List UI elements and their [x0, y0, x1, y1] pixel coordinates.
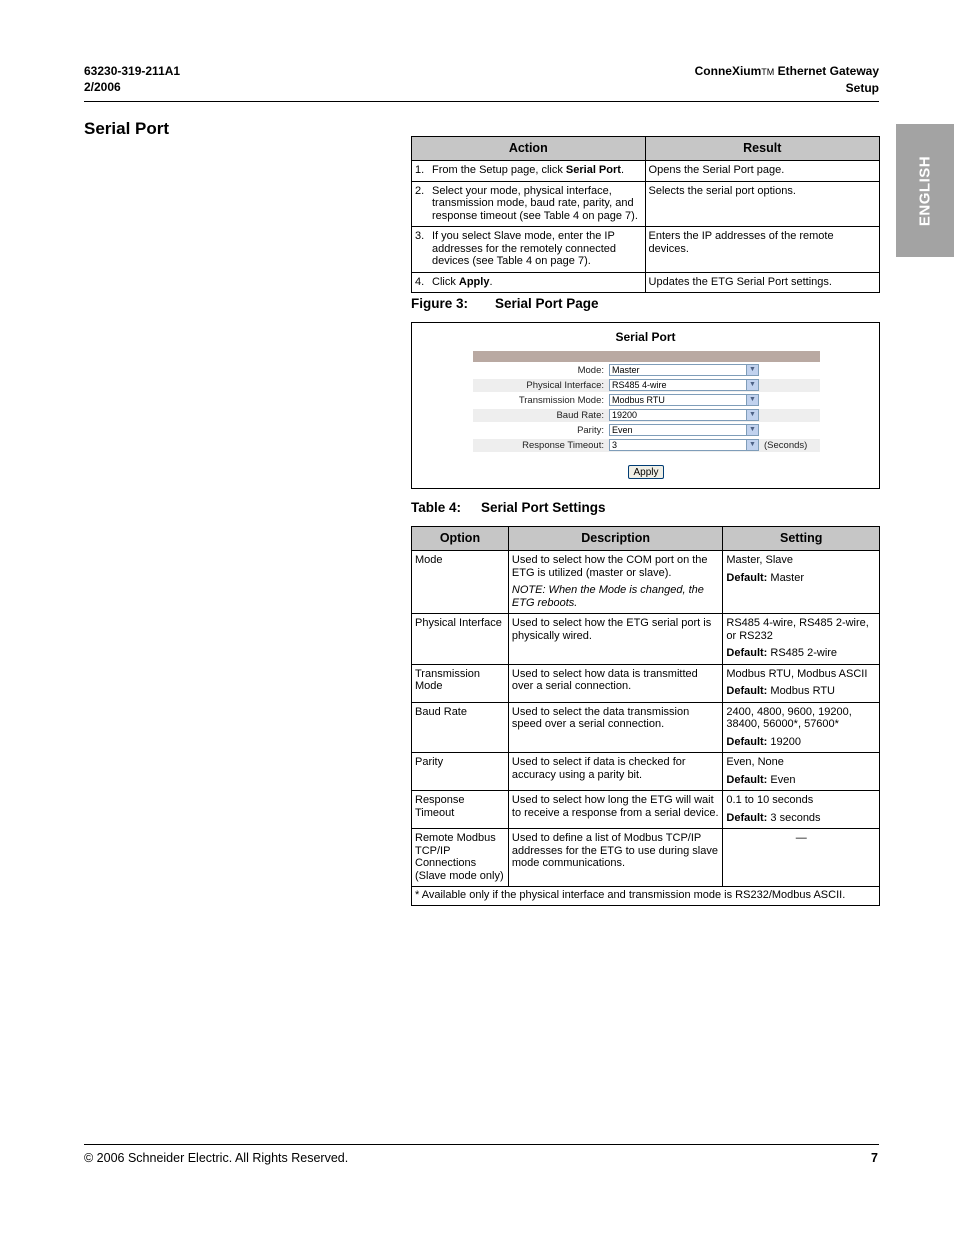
transmission-mode-label: Transmission Mode:: [518, 395, 604, 406]
header-rule: [84, 101, 879, 102]
baud-rate-label: Baud Rate:: [556, 410, 604, 421]
table-row: 3. If you select Slave mode, enter the IP addresses for the remotely connected devices (see Table 4 on page 7). Enters the IP addresses of the remote devices.: [412, 227, 880, 273]
section-title: Serial Port: [84, 119, 170, 138]
table-row: Transmission Mode Used to select how data is transmitted over a serial connection. Modbus RTU, Modbus ASCII Default: Modbus RTU: [412, 664, 880, 702]
table-row: Baud Rate Used to select the data transmission speed over a serial connection. 2400, 4800, 9600, 19200, 38400, 56000*, 57600* Default: 19200: [412, 702, 880, 753]
trademark-mark: TM: [761, 67, 775, 77]
language-tab-label: ENGLISH: [916, 155, 934, 226]
table-row: 4. Click Apply. Updates the ETG Serial Port settings.: [412, 272, 880, 293]
transmission-mode-select[interactable]: Modbus RTU ▼: [609, 394, 759, 406]
apply-button[interactable]: Apply: [628, 465, 664, 479]
setting-header: Setting: [723, 527, 880, 551]
header-left: [84, 63, 180, 95]
doc-date: 2/2006: [84, 80, 121, 94]
parity-select[interactable]: Even ▼: [609, 424, 759, 436]
doc-number: 63230-319-211A1: [84, 64, 181, 78]
chevron-down-icon[interactable]: ▼: [746, 395, 758, 405]
result-header: Result: [645, 137, 879, 161]
footer-rule: [84, 1144, 879, 1145]
table-title: Serial Port Settings: [481, 500, 606, 515]
table-footnote: * Available only if the physical interface and transmission mode is RS232/Modbus ASCII.: [412, 887, 880, 906]
parity-label: Parity:: [577, 425, 604, 436]
option-header: Option: [412, 527, 509, 551]
physical-interface-select[interactable]: RS485 4-wire ▼: [609, 379, 759, 391]
response-timeout-row: [473, 439, 820, 452]
response-timeout-select[interactable]: 3 ▼: [609, 439, 759, 451]
table-row: Response Timeout Used to select how long the ETG will wait to receive a response from a serial device. 0.1 to 10 seconds Default: 3 seconds: [412, 791, 880, 829]
settings-table: [411, 526, 880, 906]
figure-label: Figure 3:: [411, 296, 469, 311]
table-row: Mode Used to select how the COM port on the ETG is utilized (master or slave). NOTE: When the Mode is changed, the ETG reboots. Master, Slave Default: Master: [412, 551, 880, 614]
language-tab: [896, 124, 954, 257]
mode-label: Mode:: [577, 365, 604, 376]
table-row: Physical Interface Used to select how the ETG serial port is physically wired. RS485 4-wire, RS485 2-wire, or RS232 Default: RS485 2-wire: [412, 614, 880, 665]
chevron-down-icon[interactable]: ▼: [746, 380, 758, 390]
serial-port-figure: [411, 322, 880, 489]
response-timeout-label: Response Timeout:: [522, 440, 604, 451]
table-row: Remote Modbus TCP/IP Connections (Slave mode only) Used to define a list of Modbus TCP/IP addresses for the ETG to use during slave mode communications. —: [412, 829, 880, 887]
product-title: ConneXiumTM Ethernet Gateway: [694, 64, 879, 78]
header-right: [695, 63, 879, 96]
response-timeout-unit: (Seconds): [764, 440, 808, 451]
baud-rate-select[interactable]: 19200 ▼: [609, 409, 759, 421]
action-table-header: [412, 137, 880, 161]
chevron-down-icon[interactable]: ▼: [746, 440, 758, 450]
table-label: Table 4:: [411, 500, 462, 515]
table-row: 2. Select your mode, physical interface, transmission mode, baud rate, parity, and response timeout (see Table 4 on page 7). Selects the serial port options.: [412, 181, 880, 227]
chevron-down-icon[interactable]: ▼: [746, 425, 758, 435]
copyright: © 2006 Schneider Electric. All Rights Reserved.: [84, 1151, 349, 1165]
transmission-mode-row: [473, 394, 820, 407]
parity-row: [473, 424, 820, 437]
header-section: Setup: [845, 81, 879, 95]
physical-interface-row: [473, 379, 820, 392]
figure-title: Serial Port Page: [495, 296, 599, 311]
physical-interface-label: Physical Interface:: [526, 380, 604, 391]
table-row: 1. From the Setup page, click Serial Port. Opens the Serial Port page.: [412, 161, 880, 182]
table-row: Parity Used to select if data is checked for accuracy using a parity bit. Even, None Default: Even: [412, 753, 880, 791]
mode-select[interactable]: Master ▼: [609, 364, 759, 376]
description-header: Description: [508, 527, 723, 551]
baud-rate-row: [473, 409, 820, 422]
table-footnote-row: [412, 887, 880, 906]
mode-row: [473, 364, 820, 377]
mode-note: NOTE: When the Mode is changed, the ETG reboots.: [511, 584, 704, 609]
figure-caption: [411, 296, 599, 311]
action-table: [411, 136, 880, 293]
screen-header-bar: [473, 351, 820, 362]
page-number: 7: [871, 1151, 878, 1165]
chevron-down-icon[interactable]: ▼: [746, 410, 758, 420]
settings-table-header: [412, 527, 880, 551]
table-caption: [411, 500, 606, 515]
chevron-down-icon[interactable]: ▼: [746, 365, 758, 375]
screen-title: Serial Port: [615, 330, 676, 344]
action-header: Action: [412, 137, 646, 161]
